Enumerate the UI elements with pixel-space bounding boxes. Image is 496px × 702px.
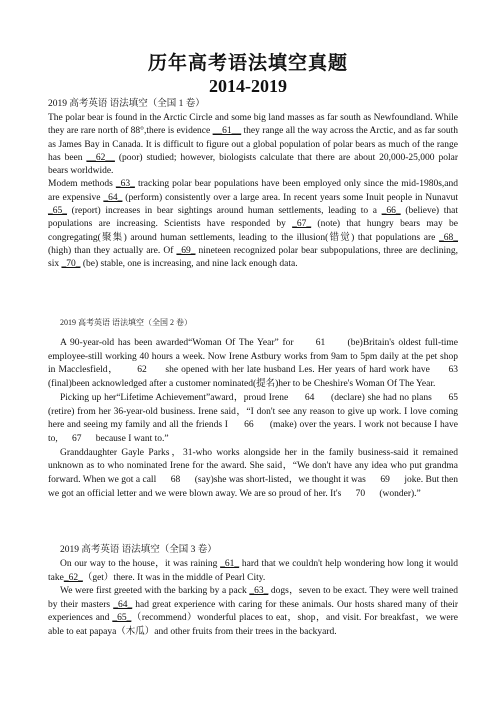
paragraph: Modem methods _63_ tracking polar bear populations have been employed only since the mid-1980s,and are expensive _64_ (perform) consistently over a large area. In recent years some Inuit people in Nunavut _65_ (report) increases in bear sightings around human settlements, leading to a _66_ (believe) that populations are increasing. Scientists have responded by _67_ (note) that hungry bears may be congregating(聚集) around human settlements, leading to the illusion(错觉) that populations are _68_ (high) than they actually are. Of _69_ nineteen recognized polar bear subpopulations, three are declining, six _70_ (be) stable, one is increasing, and nine lack enough data.: [48, 179, 459, 270]
paragraph: Picking up her“Lifetime Achievement”award，proud Irene 64 (declare) she had no plans 65 (retire) from her 36-year-old business. Irene said，“I don't see any reason to give up work. I love coming here and seeing my family and all the friends I 66 (make) over the years. I work not because I have to, 67 because I want to.”: [48, 392, 473, 444]
blank-65: _65_: [112, 613, 132, 624]
blank-63: _63_: [249, 586, 269, 597]
blank-64: _64_: [113, 599, 133, 610]
blank-61: _61_: [220, 559, 240, 569]
paragraph: A 90-year-old has been awarded“Woman Of The Year” for 61 (be)Britain's oldest full-time employee-still working 40 hours a week. Now Irene Astbury works from 9am to 5pm daily at the pet shop in Macclesfield， 62 she opened with her late husband Les. Her years of hard work have 63 (final)been acknowledged after a customer nominated(提名)her to be Cheshire's Woman Of The Year.: [48, 338, 473, 390]
paragraph: We were first greeted with the barking by a pack _63_ dogs，seven to be exact. They were well trained by their masters _64_ had great experience with caring for these animals. Our hosts shared many of their experiences and _65_（recommend）wonderful places to eat，shop，and visit. For breakfast，we were able to eat papaya（木瓜）and other fruits from their trees in the backyard.: [48, 586, 458, 637]
blank-62: _62_: [63, 572, 83, 583]
paragraph: On our way to the house，it was raining _61_ hard that we couldn't help wondering how long it would take_62_（get）there. It was in the middle of Pearl City.: [48, 559, 458, 583]
paragraph: Granddaughter Gayle Parks，31-who works alongside her in the family business-said it remained unknown as to who nominated Irene for the award. She said，“We don't have any idea who put grandma forward. When we got a call 68 (say)she was short-listed，we thought it was 69 joke. But then we got an official letter and we were blown away. We are so proud of her. It's 70 (wonder).”: [48, 447, 461, 499]
section-heading: 2019 高考英语 语法填空（全国 1 卷）: [48, 99, 205, 109]
blank-62: __62__: [86, 152, 115, 163]
blank-65: _65_: [48, 206, 67, 217]
blank-63: _63_: [115, 179, 135, 190]
section-national-3: [48, 544, 458, 640]
document-title: 历年高考语法填空真题: [147, 53, 348, 74]
section-national-1: [48, 98, 458, 272]
blank-69: _69_: [176, 245, 196, 256]
section-heading: 2019 高考英语 语法填空（全国 2 卷）: [60, 318, 192, 327]
blank-66: _66_: [381, 206, 401, 217]
section-heading: 2019 高考英语 语法填空（全国 3 卷）: [60, 545, 217, 555]
blank-68: _68_: [439, 232, 458, 243]
blank-61: __61__: [212, 126, 242, 137]
blank-70: _70_: [61, 259, 81, 270]
section-national-2: [48, 316, 473, 501]
document-years: 2014-2019: [209, 76, 287, 96]
blank-64: _64_: [103, 192, 123, 203]
blank-67: _67_: [292, 219, 312, 230]
paragraph: The polar bear is found in the Arctic Circle and some big land masses as far south as Newfoundland. While they are rare north of 88°,there is evidence __61__ they range all the way across the Arctic, and as far south as James Bay in Canada. It is difficult to figure out a global population of polar bears as much of the range has been __62__ (poor) studied; however, biologists calculate that there are about 20,000-25,000 polar bears worldwide.: [48, 113, 459, 177]
